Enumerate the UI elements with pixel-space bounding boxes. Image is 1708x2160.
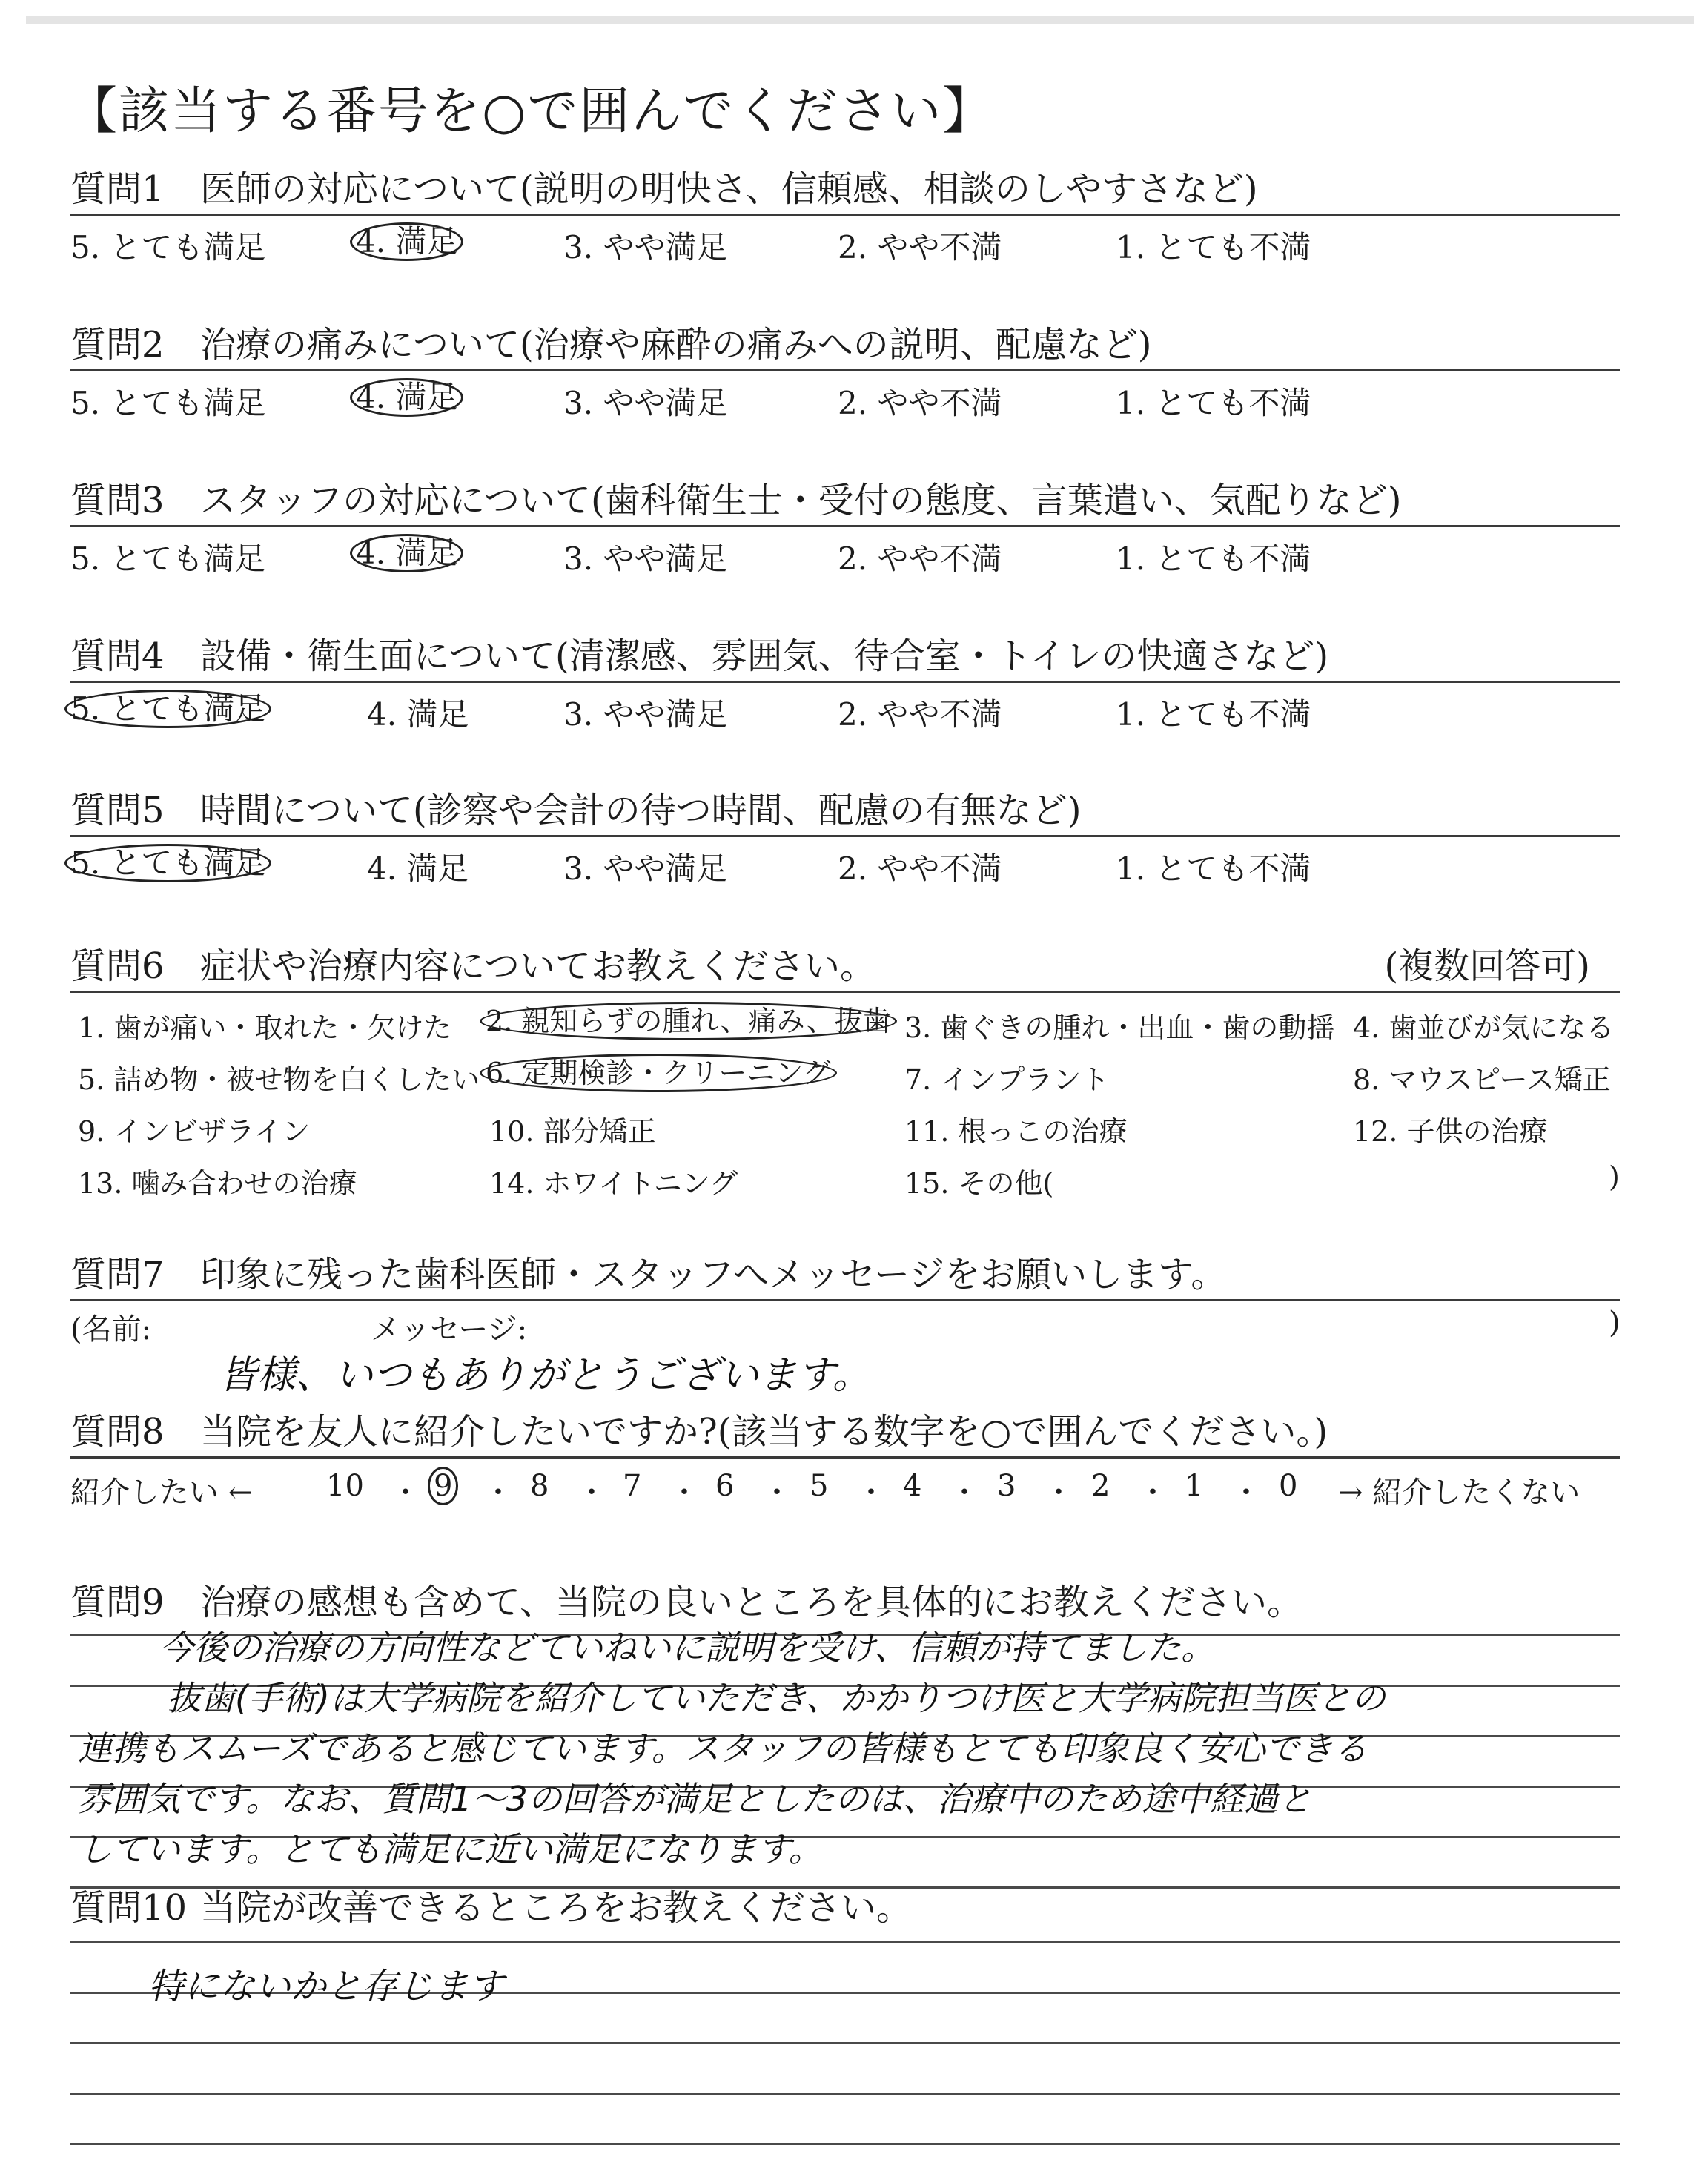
q3-selected-circle: 4. 満足 [350,534,463,572]
page-top-edge [26,16,1694,24]
q8-scale-1[interactable]: 1 [1185,1469,1204,1503]
q8-scale-0[interactable]: 0 [1279,1469,1298,1503]
q6-option-7[interactable]: 7. インプラント [904,1063,1110,1096]
q5-selected-circle: 5. とても満足 [64,844,271,882]
q8-scale [70,1469,1620,1512]
q6-option-8[interactable]: 8. マウスピース矯正 [1353,1063,1611,1096]
q3-options [70,535,1620,576]
q6-other-close: ) [1609,1160,1620,1193]
q7-title: 印象に残った歯科医師・スタッフへメッセージをお願いします。 [200,1254,1227,1295]
q6-title: 症状や治療内容についてお教えください。 [200,945,876,987]
q1-selected-circle: 4. 満足 [350,222,463,261]
q1-options [70,223,1620,265]
q6-label: 質問6 [70,945,165,987]
q8-scale-7[interactable]: 7 [623,1469,642,1503]
q5-option-2[interactable]: 2. やや不満 [838,851,1002,887]
q4-title: 設備・衛生面について(清潔感、雰囲気、待合室・トイレの快適さなど) [200,635,1329,677]
q6-option-15[interactable]: 15. その他( [904,1167,1054,1200]
question-6 [70,942,1620,1220]
scale-dot-separator: ・ [856,1476,886,1510]
q3-title: スタッフの対応について(歯科衛生士・受付の態度、言葉遣い、気配りなど) [200,480,1402,521]
q5-label: 質問5 [70,790,165,831]
q2-title: 治療の痛みについて(治療や麻酔の痛みへの説明、配慮など) [200,324,1152,366]
scale-dot-separator: ・ [762,1476,792,1510]
q3-label: 質問3 [70,480,165,521]
q8-title: 当院を友人に紹介したいですか?(該当する数字を○で囲んでください。) [200,1411,1328,1453]
q10-writing-line [70,2093,1620,2095]
q9-handwritten-line-5[interactable]: しています。とても満足に近い満足になります。 [78,1829,823,1869]
q8-selected-circle: 9 [428,1467,458,1505]
question-2 [70,320,1620,420]
q4-label: 質問4 [70,635,165,677]
q1-title: 医師の対応について(説明の明快さ、信頼感、相談のしやすさなど) [200,168,1258,210]
q2-option-1[interactable]: 1. とても不満 [1116,385,1311,421]
scale-dot-separator: ・ [950,1476,979,1510]
q6-options-grid [70,1005,1620,1220]
question-3 [70,476,1620,576]
q5-option-5[interactable] [70,845,273,882]
scale-dot-separator: ・ [1044,1476,1073,1510]
scale-dot-separator: ・ [1231,1476,1261,1510]
q9-handwritten-line-1[interactable]: 今後の治療の方向性などていねいに説明を受け、信頼が持てました。 [159,1628,1216,1668]
q6-option-13[interactable]: 13. 噛み合わせの治療 [78,1167,357,1200]
q2-option-2[interactable]: 2. やや不満 [838,385,1002,421]
q5-options [70,845,1620,886]
q4-option-2[interactable]: 2. やや不満 [838,696,1002,733]
q8-scale-9[interactable] [434,1469,460,1505]
q8-scale-3[interactable]: 3 [997,1469,1016,1503]
q8-scale-10[interactable]: 10 [326,1469,364,1503]
q8-scale-8[interactable]: 8 [530,1469,549,1503]
q9-title: 治療の感想も含めて、当院の良いところを具体的にお教えください。 [200,1582,1303,1623]
q4-option-4[interactable]: 4. 満足 [367,696,469,733]
q7-close-paren: ) [1609,1306,1621,1340]
question-4 [70,632,1620,732]
q10-label: 質問10 [70,1887,188,1929]
q10-title: 当院が改善できるところをお教えください。 [200,1887,913,1929]
q6-selected-circle-6: 6. 定期検診・クリーニング [480,1054,837,1092]
q2-option-4[interactable] [356,379,465,417]
question-5 [70,786,1620,886]
q2-options [70,379,1620,420]
q7-name-label: (名前: [70,1312,152,1347]
q8-left-label: 紹介したい ← [70,1476,254,1510]
q4-option-5[interactable] [70,690,273,728]
q9-handwritten-line-4[interactable]: 雰囲気です。なお、質問1〜3の回答が満足としたのは、治療中のため途中経過と [78,1779,1312,1819]
q9-handwritten-line-2[interactable]: 抜歯(手術)は大学病院を紹介していただき、かかりつけ医と大学病院担当医との [167,1678,1386,1718]
q9-handwritten-line-3[interactable]: 連携もスムーズであると感じています。スタッフの皆様もとても印象良く安心できる [78,1728,1368,1768]
q6-option-5[interactable]: 5. 詰め物・被せ物を白くしたい [78,1063,480,1096]
q8-scale-2[interactable]: 2 [1091,1469,1110,1503]
q8-label: 質問8 [70,1411,165,1453]
q8-right-label: → 紹介したくない [1338,1476,1580,1510]
q3-option-1[interactable]: 1. とても不満 [1116,541,1311,577]
q3-option-5[interactable]: 5. とても満足 [70,541,266,577]
q7-label: 質問7 [70,1254,165,1295]
q3-option-2[interactable]: 2. やや不満 [838,541,1002,577]
q4-selected-circle: 5. とても満足 [64,690,271,728]
q10-writing-line [70,1941,1620,1943]
scale-dot-separator: ・ [577,1476,606,1510]
q3-option-3[interactable]: 3. やや満足 [563,541,728,577]
q6-option-12[interactable]: 12. 子供の治療 [1353,1115,1548,1148]
q1-option-2[interactable]: 2. やや不満 [838,229,1002,265]
q6-option-3[interactable]: 3. 歯ぐきの腫れ・出血・歯の動揺 [904,1011,1335,1044]
q6-option-14[interactable]: 14. ホワイトニング [489,1167,738,1200]
question-8 [70,1407,1620,1512]
q6-selected-circle-2: 2. 親知らずの腫れ、痛み、抜歯 [480,1002,897,1040]
q4-option-1[interactable]: 1. とても不満 [1116,696,1311,733]
question-9 [70,1578,1620,1627]
question-7 [70,1250,1621,1398]
q9-label: 質問9 [70,1582,165,1623]
q8-scale-6[interactable]: 6 [715,1469,735,1503]
q6-option-6[interactable] [486,1057,838,1092]
scale-dot-separator: ・ [1138,1476,1168,1510]
q6-multiple-note: (複数回答可) [1384,945,1590,987]
q4-options [70,690,1620,732]
q1-label: 質問1 [70,168,165,210]
q8-scale-5[interactable]: 5 [810,1469,829,1503]
page-header: 【該当する番号を○で囲んでください】 [67,82,995,141]
q7-handwritten-message[interactable]: 皆様、いつもありがとうございます。 [219,1353,871,1398]
q1-option-5[interactable]: 5. とても満足 [70,229,266,265]
q6-option-11[interactable]: 11. 根っこの治療 [904,1115,1128,1148]
q6-option-10[interactable]: 10. 部分矯正 [489,1115,656,1148]
q6-option-4[interactable]: 4. 歯並びが気になる [1353,1011,1615,1044]
q3-option-4[interactable] [356,535,465,572]
q2-selected-circle: 4. 満足 [350,378,463,417]
q8-scale-4[interactable]: 4 [903,1469,922,1503]
q1-option-1[interactable]: 1. とても不満 [1116,229,1311,265]
question-10 [70,1883,1620,1932]
scale-dot-separator: ・ [669,1476,699,1510]
q1-option-4[interactable] [356,223,465,261]
q5-option-1[interactable]: 1. とても不満 [1116,851,1311,887]
q10-writing-line [70,2042,1620,2044]
q6-option-1[interactable]: 1. 歯が痛い・取れた・欠けた [78,1011,452,1044]
q5-option-4[interactable]: 4. 満足 [367,851,469,887]
scale-dot-separator: ・ [483,1476,513,1510]
scale-dot-separator: ・ [391,1476,420,1510]
q1-option-3[interactable]: 3. やや満足 [563,229,728,265]
question-1 [70,165,1620,265]
q5-option-3[interactable]: 3. やや満足 [563,851,728,887]
q6-option-2[interactable] [486,1005,898,1040]
q2-label: 質問2 [70,324,165,366]
q7-message-label: メッセージ: [371,1312,528,1347]
q2-option-3[interactable]: 3. やや満足 [563,385,728,421]
q6-option-9[interactable]: 9. インビザライン [78,1115,311,1148]
q10-handwritten-answer[interactable]: 特にないかと存じます [148,1966,505,2007]
q4-option-3[interactable]: 3. やや満足 [563,696,728,733]
q5-title: 時間について(診察や会計の待つ時間、配慮の有無など) [200,790,1082,831]
q2-option-5[interactable]: 5. とても満足 [70,385,266,421]
q10-writing-line [70,2143,1620,2145]
